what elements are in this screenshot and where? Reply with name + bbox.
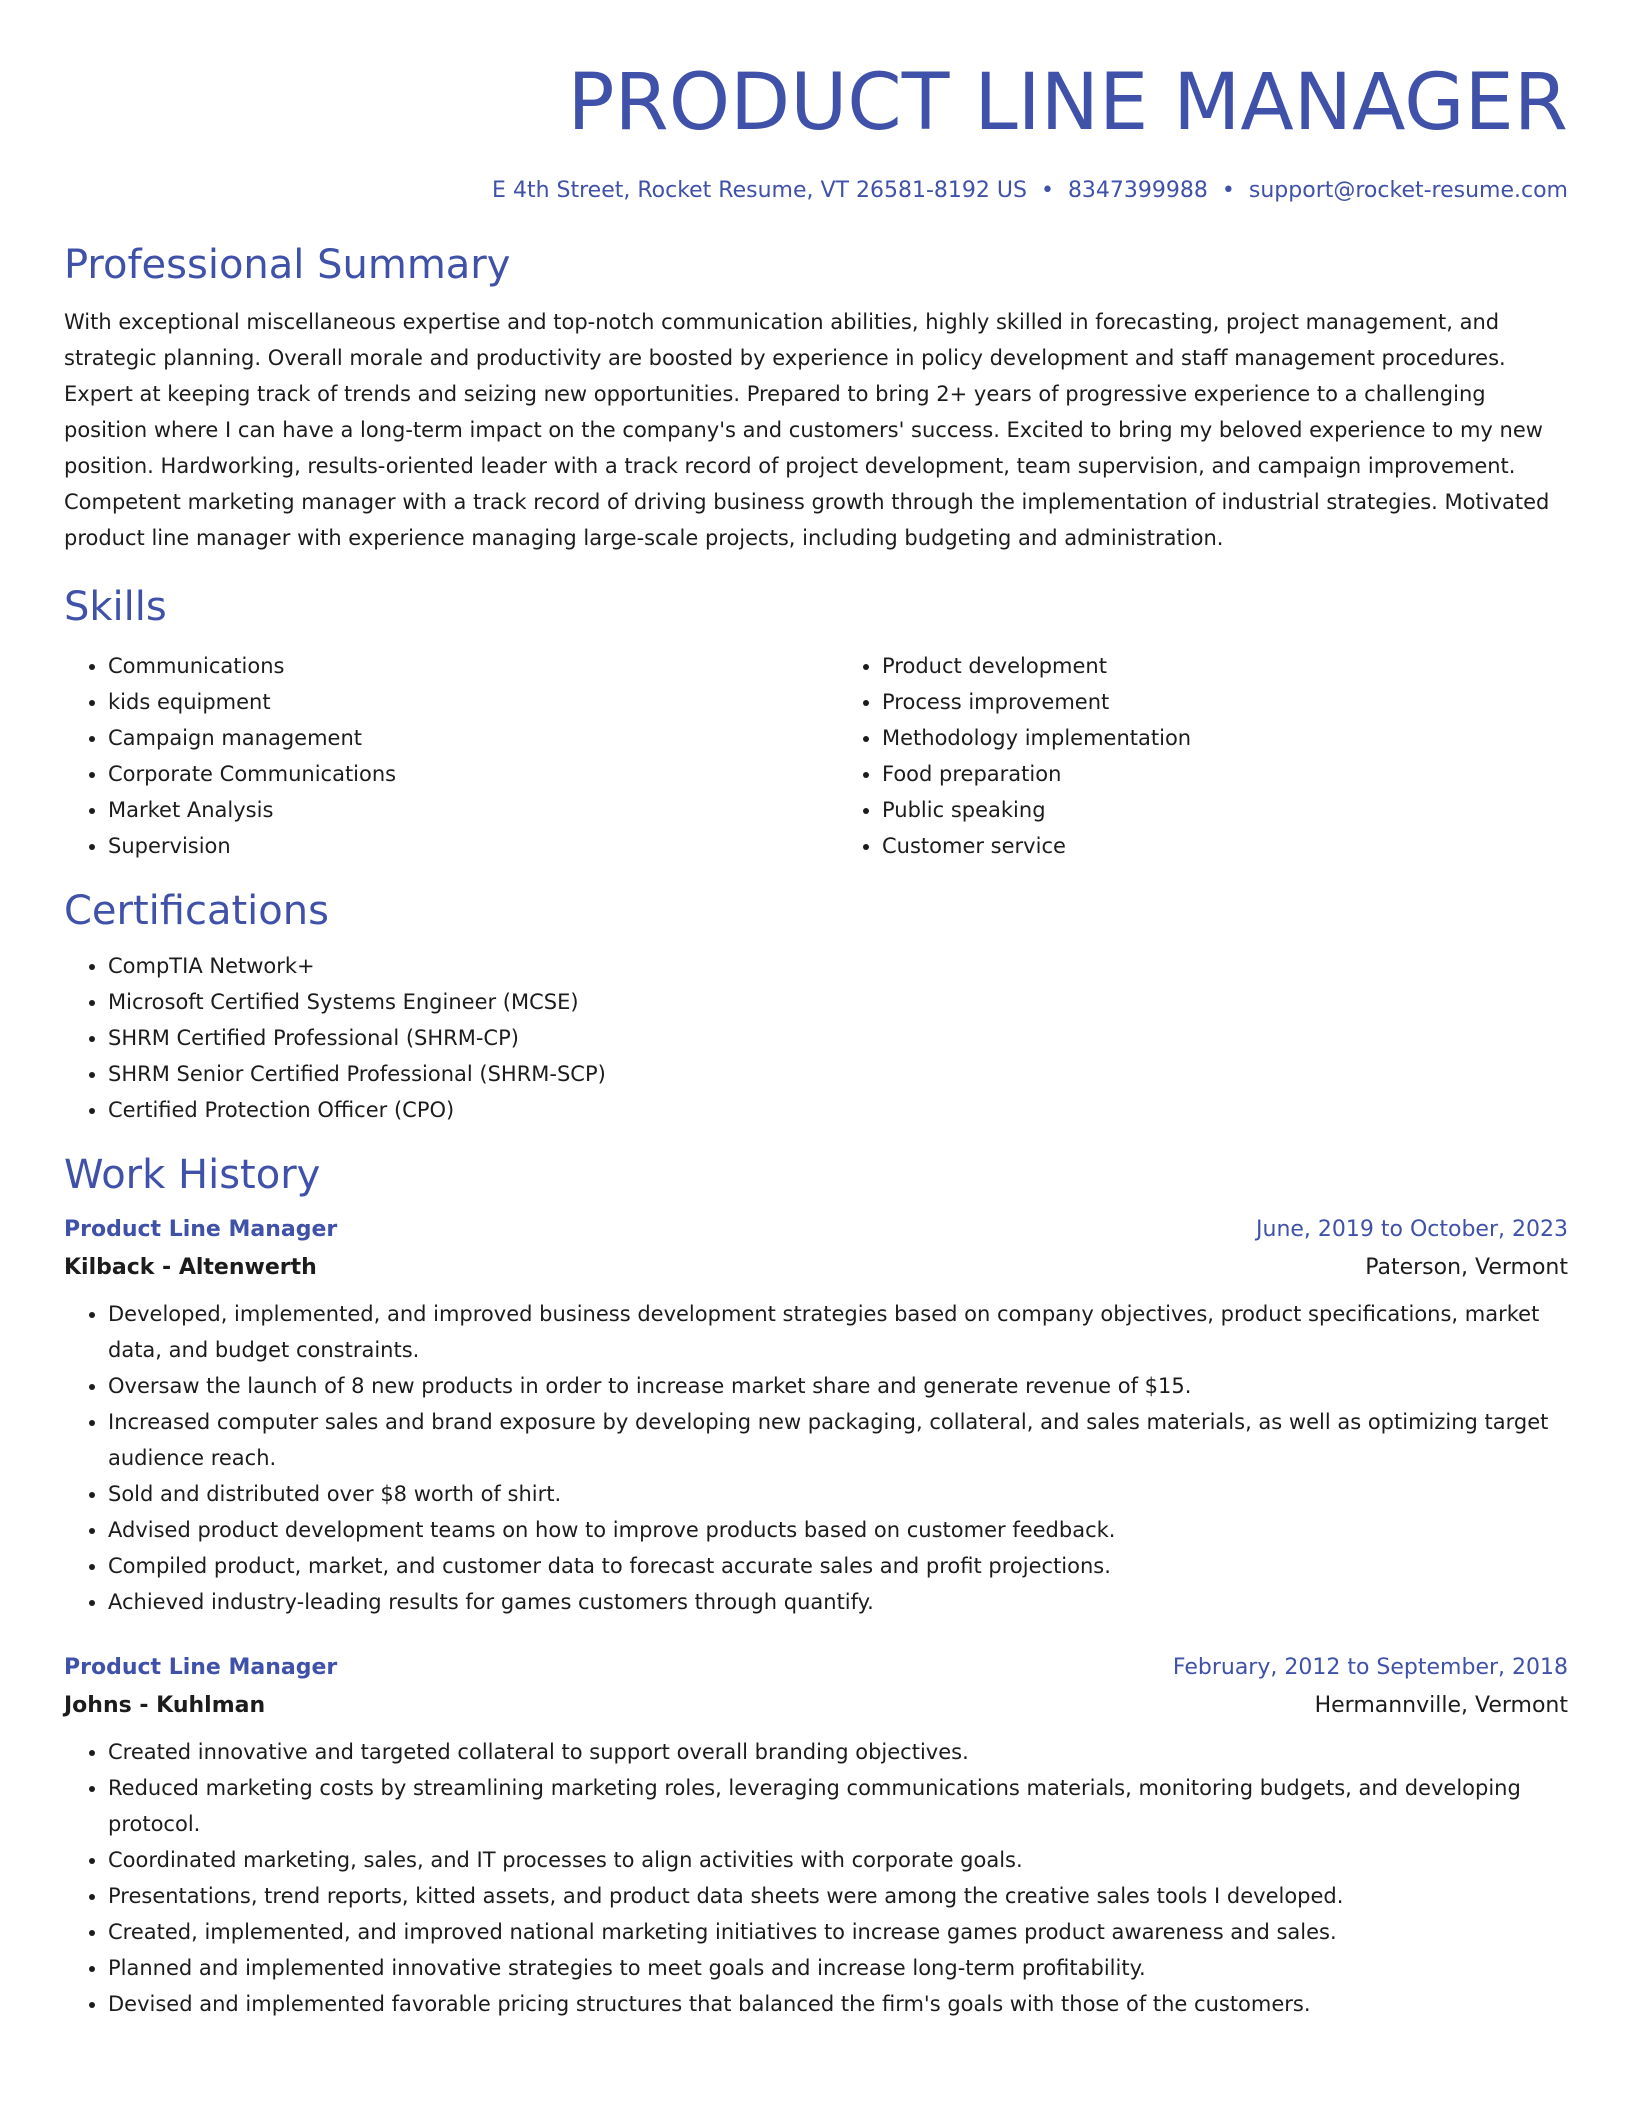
job-bullets: [64, 1734, 1568, 2022]
skills-heading: Skills: [64, 584, 167, 630]
skill-item: • Supervision: [108, 828, 850, 864]
work-history-heading: Work History: [64, 1152, 321, 1198]
summary-heading: Professional Summary: [64, 242, 511, 288]
job-subheader: [64, 1686, 1568, 1726]
certification-item: • CompTIA Network+: [108, 948, 1568, 984]
job-bullet: • Created, implemented, and improved national marketing initiatives to increase games product awareness and sales.: [108, 1914, 1568, 1950]
job-company: Kilback - Altenwerth: [64, 1255, 317, 1280]
job-dates: June, 2019 to October, 2023: [1256, 1217, 1568, 1242]
skill-item: • kids equipment: [108, 684, 850, 720]
skills-list-right: [850, 648, 1568, 864]
skills-list-left: [64, 648, 850, 864]
job-subheader: [64, 1248, 1568, 1288]
certification-item: • Certified Protection Officer (CPO): [108, 1092, 1568, 1128]
job-bullet: • Created innovative and targeted collateral to support overall branding objectives.: [108, 1734, 1568, 1770]
skill-item: • Food preparation: [882, 756, 1568, 792]
job-bullet: • Developed, implemented, and improved business development strategies based on company objectives, product specifications, market data, and budget constraints.: [108, 1296, 1568, 1368]
job-title: Product Line Manager: [64, 1217, 338, 1242]
contact-separator: •: [1040, 178, 1054, 203]
job-bullet: • Devised and implemented favorable pricing structures that balanced the firm's goals with those of the customers.: [108, 1986, 1568, 2022]
contact-phone: 8347399988: [1067, 178, 1208, 203]
job-bullet: • Compiled product, market, and customer data to forecast accurate sales and profit projections.: [108, 1548, 1568, 1584]
job-title: Product Line Manager: [64, 1655, 338, 1680]
skills-section: [64, 582, 1568, 864]
summary-text: With exceptional miscellaneous expertise and top-notch communication abilities, highly skilled in forecasting, project management, and strategic planning. Overall morale and productivity are boosted by experience in policy development and staff management procedures. Expert at keeping track of trends and seizing new opportunities. Prepared to bring 2+ years of progressive experience to a challenging position where I can have a long-term impact on the company's and customers' success. Excited to bring my beloved experience to my new position. Hardworking, results-oriented leader with a track record of project development, team supervision, and campaign improvement. Competent marketing manager with a track record of driving business growth through the implementation of industrial strategies. Motivated product line manager with experience managing large-scale projects, including budgeting and administration.: [64, 310, 1550, 550]
skills-columns: [64, 636, 1568, 864]
skill-item: • Product development: [882, 648, 1568, 684]
resume-name: PRODUCT LINE MANAGER: [567, 58, 1568, 148]
skill-item: • Customer service: [882, 828, 1568, 864]
skill-item: • Process improvement: [882, 684, 1568, 720]
job-bullet: • Planned and implemented innovative strategies to meet goals and increase long-term profitability.: [108, 1950, 1568, 1986]
certifications-heading: Certifications: [64, 888, 329, 934]
job-bullet: • Reduced marketing costs by streamlining marketing roles, leveraging communications materials, monitoring budgets, and developing protocol.: [108, 1770, 1568, 1842]
job-bullets: [64, 1296, 1568, 1620]
job-header: [64, 1650, 1568, 1686]
contact-line: [64, 176, 1568, 206]
job-bullet: • Advised product development teams on how to improve products based on customer feedback.: [108, 1512, 1568, 1548]
certification-item: • SHRM Certified Professional (SHRM-CP): [108, 1020, 1568, 1056]
skill-item: • Communications: [108, 648, 850, 684]
job-bullet: • Oversaw the launch of 8 new products in order to increase market share and generate revenue of $15.: [108, 1368, 1568, 1404]
job-bullet: • Presentations, trend reports, kitted assets, and product data sheets were among the creative sales tools I developed.: [108, 1878, 1568, 1914]
job-header: [64, 1212, 1568, 1248]
job-location: Paterson, Vermont: [1365, 1255, 1568, 1280]
skill-item: • Corporate Communications: [108, 756, 850, 792]
job-dates: February, 2012 to September, 2018: [1172, 1655, 1568, 1680]
work-history-section: [64, 1150, 1568, 2022]
job-company: Johns - Kuhlman: [64, 1693, 266, 1718]
certifications-list: [64, 948, 1568, 1128]
job-location: Hermannville, Vermont: [1314, 1693, 1568, 1718]
contact-email: support@rocket-resume.com: [1248, 178, 1568, 203]
contact-address: E 4th Street, Rocket Resume, VT 26581-8192 US: [492, 178, 1027, 203]
skill-item: • Methodology implementation: [882, 720, 1568, 756]
certification-item: • SHRM Senior Certified Professional (SHRM-SCP): [108, 1056, 1568, 1092]
job-entry: [64, 1212, 1568, 1620]
contact-separator: •: [1221, 178, 1235, 203]
skill-item: • Campaign management: [108, 720, 850, 756]
job-entry: [64, 1650, 1568, 2022]
skill-item: • Public speaking: [882, 792, 1568, 828]
summary-section: [64, 240, 1568, 556]
certifications-section: [64, 886, 1568, 1128]
skill-item: • Market Analysis: [108, 792, 850, 828]
job-bullet: • Increased computer sales and brand exposure by developing new packaging, collateral, and sales materials, as well as optimizing target audience reach.: [108, 1404, 1568, 1476]
job-bullet: • Coordinated marketing, sales, and IT processes to align activities with corporate goals.: [108, 1842, 1568, 1878]
job-bullet: • Achieved industry-leading results for games customers through quantify.: [108, 1584, 1568, 1620]
certification-item: • Microsoft Certified Systems Engineer (MCSE): [108, 984, 1568, 1020]
job-bullet: • Sold and distributed over $8 worth of shirt.: [108, 1476, 1568, 1512]
